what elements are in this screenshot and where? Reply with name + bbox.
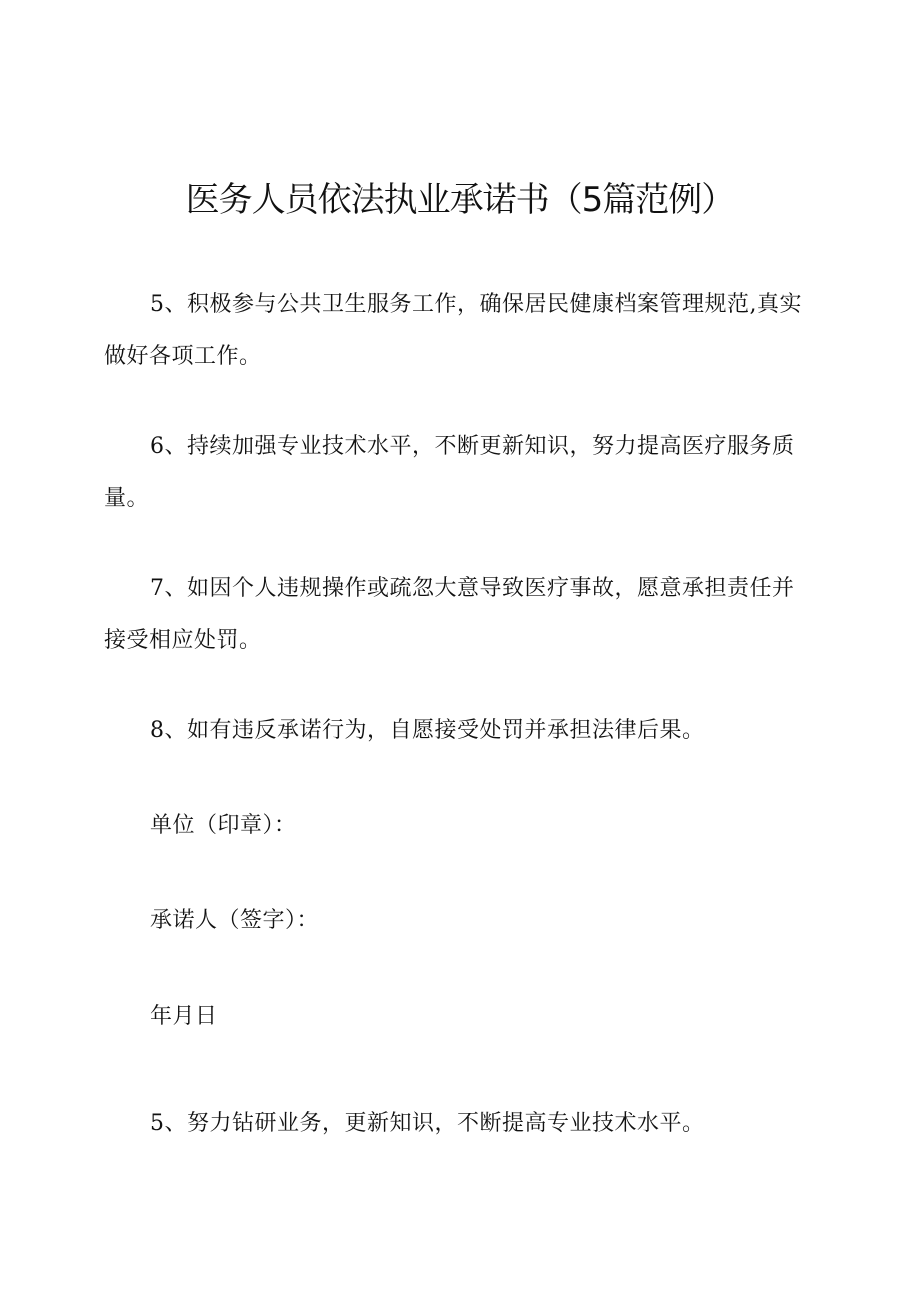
promisor-signature-label: 承诺人（签字）： <box>150 908 320 933</box>
unit-seal-label: 单位（印章）： <box>150 813 297 838</box>
document-title: 医务人员依法执业承诺书（5篇范例） <box>185 180 735 220</box>
paragraph-item-7: 7、如因个人违规操作或疏忽大意导致医疗事故，愿意承担责任并接受相应处罚。 <box>104 576 795 653</box>
date-label: 年月日 <box>150 1004 218 1029</box>
paragraph-item-5-second: 5、努力钻研业务，更新知识，不断提高专业技术水平。 <box>150 1111 705 1136</box>
paragraph-item-8: 8、如有违反承诺行为，自愿接受处罚并承担法律后果。 <box>150 718 705 743</box>
paragraph-item-5: 5、积极参与公共卫生服务工作，确保居民健康档案管理规范,真实做好各项工作。 <box>104 292 802 369</box>
paragraph-item-6: 6、持续加强专业技术水平，不断更新知识，努力提高医疗服务质量。 <box>104 434 795 511</box>
